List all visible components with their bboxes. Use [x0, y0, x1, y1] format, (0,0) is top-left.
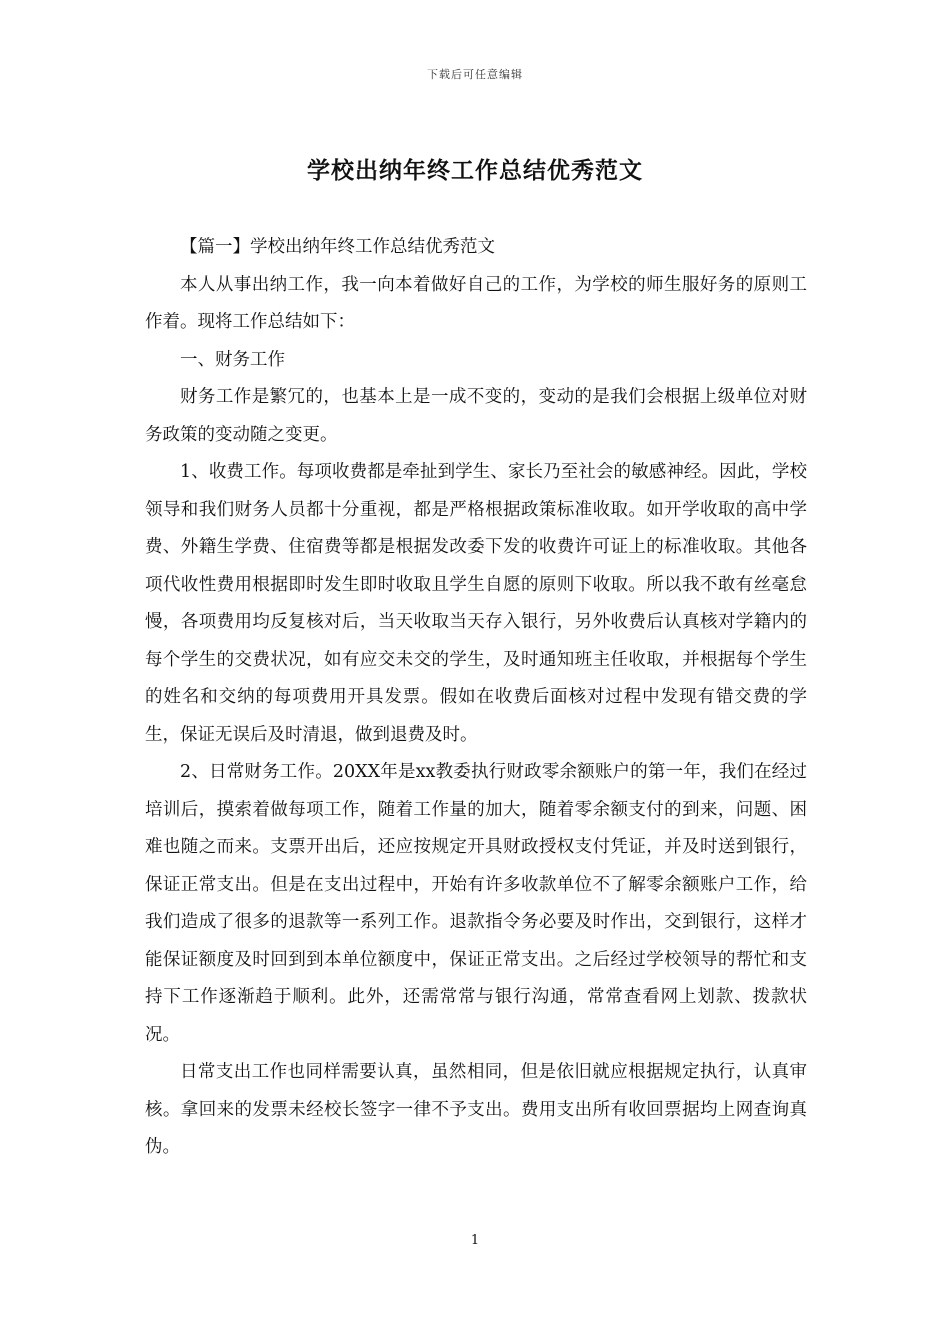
finance-overview-paragraph: 财务工作是繁冗的，也基本上是一成不变的，变动的是我们会根据上级单位对财务政策的变动随之变更。 [145, 387, 807, 445]
document-title: 学校出纳年终工作总结优秀范文 [307, 157, 643, 184]
daily-finance-paragraph: 2、日常财务工作。20XX年是xx教委执行财政零余额账户的第一年，我们在经过培训后，摸索着做每项工作，随着工作量的加大，随着零余额支付的到来，问题、困难也随之而来。支票开出后，还应按规定开具财政授权支付凭证，并及时送到银行，保证正常支出。但是在支出过程中，开始有许多收款单位不了解零余额账户工作，给我们造成了很多的退款等一系列工作。退款指令务必要及时作出，交到银行，这样才能保证额度及时回到到本单位额度中，保证正常支出。之后经过学校领导的帮忙和支持下工作逐渐趋于顺利。此外，还需常常与银行沟通，常常查看网上划款、拨款状况。 [145, 762, 807, 1045]
intro-paragraph: 本人从事出纳工作，我一向本着做好自己的工作，为学校的师生服好务的原则工作着。现将工作总结如下： [145, 274, 807, 332]
fee-collection-paragraph: 1、收费工作。每项收费都是牵扯到学生、家长乃至社会的敏感神经。因此，学校领导和我们财务人员都十分重视，都是严格根据政策标准收取。如开学收取的高中学费、外籍生学费、住宿费等都是根据发改委下发的收费许可证上的标准收取。其他各项代收性费用根据即时发生即时收取且学生自愿的原则下收取。所以我不敢有丝毫怠慢，各项费用均反复核对后，当天收取当天存入银行，另外收费后认真核对学籍内的每个学生的交费状况，如有应交未交的学生，及时通知班主任收取，并根据每个学生的姓名和交纳的每项费用开具发票。假如在收费后面核对过程中发现有错交费的学生，保证无误后及时清退，做到退费及时。 [145, 462, 807, 745]
section-heading-part-one: 【篇一】学校出纳年终工作总结优秀范文 [180, 237, 495, 257]
document-body [145, 229, 807, 1167]
page-number: 1 [470, 1233, 480, 1248]
daily-expense-paragraph: 日常支出工作也同样需要认真，虽然相同，但是依旧就应根据规定执行，认真审核。拿回来的发票未经校长签字一律不予支出。费用支出所有收回票据均上网查询真伪。 [145, 1062, 807, 1157]
section-heading-finance-work: 一、财务工作 [180, 349, 285, 370]
page-header-note: 下载后可任意编辑 [427, 68, 523, 81]
